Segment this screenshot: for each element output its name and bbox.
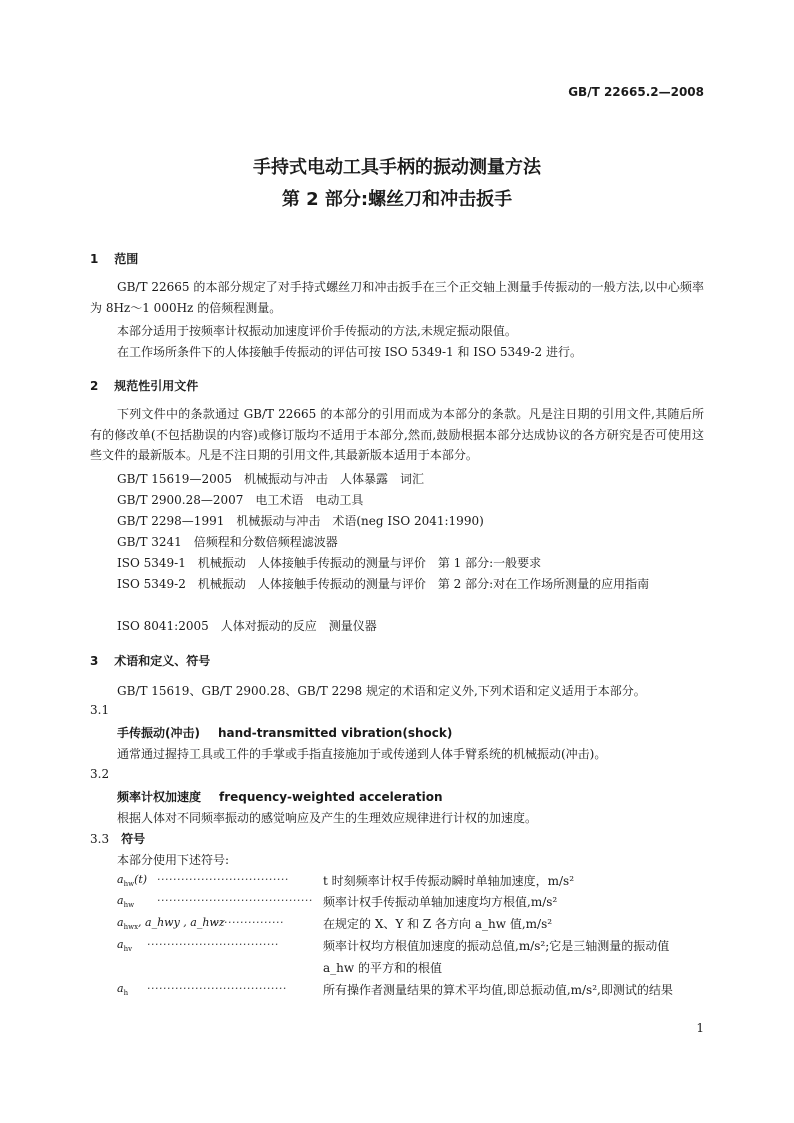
paragraph: GB/T 15619、GB/T 2900.28、GB/T 2298 规定的术语和定义外,下列术语和定义适用于本部分。 [117, 684, 646, 698]
symbol-definition: 所有操作者测量结果的算术平均值,即总振动值,m/s²,即测试的结果 [323, 983, 673, 997]
symbol-entry: $a_{hv}$ ································· [117, 938, 279, 954]
clause-number: 3.3 [90, 832, 110, 846]
term-definition: 根据人体对不同频率振动的感觉响应及产生的生理效应规律进行计权的加速度。 [117, 811, 538, 825]
clause-title: 符号 [121, 832, 146, 846]
paragraph: 下列文件中的条款通过 GB/T 22665 的本部分的引用而成为本部分的条款。凡是注日期的引用文件,其随后所有的修改单(不包括勘误的内容)或修订版均不适用于本部分,然而,鼓励根据本部分达成协议的各方研究是否可使用这些文件的最新版本。凡是不注日期的引用文件,其最新版本适用于本部分。 [90, 407, 704, 462]
document-subtitle: 第 2 部分:螺丝刀和冲击扳手 [281, 189, 513, 210]
symbol-definition: 频率计权手传振动单轴加速度均方根值,m/s² [323, 895, 558, 909]
section-number: 3 [90, 654, 99, 668]
symbol-definition: 在规定的 X、Y 和 Z 各方向 a_hw 值,m/s² [323, 917, 553, 931]
paragraph: 本部分使用下述符号: [117, 853, 230, 867]
leader-dots: ··································· [147, 982, 287, 995]
section-heading-references [90, 377, 198, 394]
reference-item: GB/T 2298—1991 机械振动与冲击 术语(neg ISO 2041:1990) [117, 514, 484, 528]
symbol-entry: $a_{hw}$ ······································· [117, 894, 313, 910]
leader-dots: ·················· [212, 916, 284, 929]
paragraph: 本部分适用于按频率计权振动加速度评价手传振动的方法,未规定振动限值。 [117, 324, 517, 338]
section-heading-terms [90, 652, 210, 669]
paragraph: 在工作场所条件下的人体接触手传振动的评估可按 ISO 5349-1 和 ISO 5349-2 进行。 [117, 345, 582, 359]
leader-dots: ································· [147, 938, 279, 951]
clause-heading-symbols [90, 830, 145, 847]
term-chinese: 手传振动(冲击) [117, 726, 200, 740]
term-entry [117, 788, 443, 805]
section-number: 2 [90, 379, 99, 393]
leader-dots: ······································· [157, 894, 313, 907]
term-english: hand-transmitted vibration(shock) [217, 726, 453, 740]
reference-item: GB/T 15619—2005 机械振动与冲击 人体暴露 词汇 [117, 472, 424, 486]
section-title: 术语和定义、符号 [114, 654, 211, 668]
term-chinese: 频率计权加速度 [117, 790, 202, 804]
term-entry [117, 724, 452, 741]
document-title: 手持式电动工具手柄的振动测量方法 [253, 157, 541, 178]
section-number: 1 [90, 252, 99, 266]
reference-item: ISO 8041:2005 人体对振动的反应 测量仪器 [117, 619, 377, 633]
section-title: 范围 [114, 252, 139, 266]
clause-number: 3.2 [90, 767, 110, 781]
reference-item: ISO 5349-2 机械振动 人体接触手传振动的测量与评价 第 2 部分:对在工作场所测量的应用指南 [117, 577, 650, 591]
section-heading-scope [90, 250, 138, 267]
standard-number: GB/T 22665.2—2008 [568, 85, 704, 99]
page-number: 1 [696, 1021, 704, 1035]
term-definition: 通常通过握持工具或工件的手掌或手指直接施加于或传递到人体手臂系统的机械振动(冲击)。 [117, 747, 607, 761]
reference-item: ISO 5349-1 机械振动 人体接触手传振动的测量与评价 第 1 部分:一般要求 [117, 556, 542, 570]
symbol-definition: 频率计权均方根值加速度的振动总值,m/s²;它是三轴测量的振动值 a_hw 的平方和的根值 [323, 939, 670, 975]
term-english: frequency-weighted acceleration [219, 790, 443, 804]
clause-number: 3.1 [90, 703, 110, 717]
symbol-entry: $a_h$ ··································· [117, 982, 287, 998]
paragraph: GB/T 22665 的本部分规定了对手持式螺丝刀和冲击扳手在三个正交轴上测量手传振动的一般方法,以中心频率为 8Hz～1 000Hz 的倍频程测量。 [90, 280, 704, 315]
reference-item: GB/T 2900.28—2007 电工术语 电动工具 [117, 493, 364, 507]
symbol-entry: $a_{hwx}$, a_hwy , a_hwz ·················· [117, 916, 284, 932]
reference-item: GB/T 3241 倍频程和分数倍频程滤波器 [117, 535, 338, 549]
symbol-entry: $a_{hw}(t)$ ································· [117, 873, 289, 889]
leader-dots: ································· [157, 873, 289, 886]
symbol-definition: t 时刻频率计权手传振动瞬时单轴加速度，m/s² [323, 874, 575, 888]
section-title: 规范性引用文件 [114, 379, 199, 393]
